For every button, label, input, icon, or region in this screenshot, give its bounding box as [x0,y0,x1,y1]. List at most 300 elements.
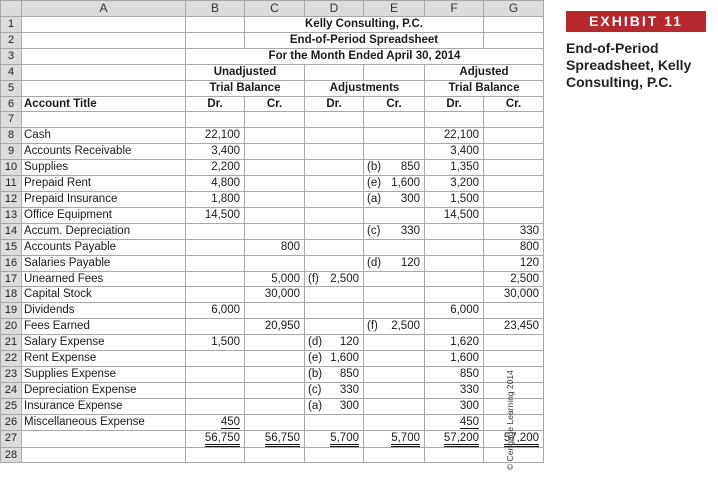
account-title[interactable]: Prepaid Insurance [22,191,186,207]
amount: 1,500 [450,192,479,205]
report-period[interactable]: For the Month Ended April 30, 2014 [186,48,544,64]
table-row [1,382,544,398]
row-number[interactable]: 9 [1,144,22,160]
unadjusted-debit[interactable] [186,191,245,207]
row-number[interactable]: 5 [1,80,22,96]
unadjusted-credit[interactable] [245,191,305,207]
cell[interactable] [22,112,186,128]
adjustment-debit-wrap [307,351,359,366]
cell[interactable] [305,64,364,80]
account-title[interactable]: Capital Stock [22,287,186,303]
amount: 14,500 [204,208,240,221]
adjusted-credit[interactable]: 23,450 [484,319,544,335]
account-title[interactable]: Fees Earned [22,319,186,335]
total-c[interactable] [245,430,305,447]
adjustment-credit[interactable] [364,382,425,398]
adjusted-credit[interactable] [484,160,544,176]
adjusted-credit[interactable] [484,176,544,192]
adjustment-debit[interactable] [305,366,364,382]
adjustment-debit[interactable] [305,303,364,319]
row-number[interactable]: 20 [1,319,22,335]
adjustment-debit[interactable] [305,287,364,303]
unadjusted-credit[interactable] [245,414,305,430]
row-number[interactable]: 22 [1,351,22,367]
column-header-f[interactable]: F [425,1,484,17]
adjustment-ref: (f) [308,272,319,285]
debit-heading[interactable]: Dr. [305,96,364,112]
adjustment-debit[interactable] [305,351,364,367]
unadjusted-credit[interactable] [245,366,305,382]
amount: 850 [459,367,479,380]
adjusted-debit[interactable] [425,335,484,351]
unadjusted-debit[interactable] [186,144,245,160]
adjustment-ref: (d) [367,256,382,269]
credit-heading[interactable]: Cr. [245,96,305,112]
unadjusted-credit[interactable] [245,207,305,223]
adjusted-heading[interactable]: Adjusted [425,64,544,80]
sheet-row [1,32,544,48]
exhibit-badge: EXHIBIT 11 [566,11,706,32]
sheet-row [1,64,544,80]
total-f[interactable] [425,430,484,447]
adjusted-debit[interactable] [425,319,484,335]
adjusted-credit[interactable]: 30,000 [484,287,544,303]
adjustment-debit[interactable] [305,255,364,271]
unadjusted-debit[interactable] [186,255,245,271]
adjusted-credit[interactable]: 330 [484,223,544,239]
unadjusted-credit[interactable]: 30,000 [245,287,305,303]
cell[interactable] [22,447,186,463]
cell[interactable] [364,447,425,463]
table-row [1,351,544,367]
adjustment-amount: 1,600 [391,177,420,190]
cell[interactable] [484,112,544,128]
adjusted-debit[interactable] [425,351,484,367]
table-row [1,176,544,192]
table-row [1,255,544,271]
unadjusted-heading[interactable]: Unadjusted [186,64,305,80]
cell[interactable] [425,447,484,463]
unadjusted-debit[interactable] [186,319,245,335]
table-row [1,414,544,430]
adjusted-debit[interactable] [425,255,484,271]
unadjusted-credit[interactable] [245,144,305,160]
cell[interactable] [364,64,425,80]
unadjusted-debit[interactable] [186,128,245,144]
account-title[interactable]: Cash [22,128,186,144]
adjustment-debit[interactable] [305,271,364,287]
table-row [1,303,544,319]
row-number[interactable]: 4 [1,64,22,80]
adjustment-amount: 2,500 [330,272,359,285]
adjustment-ref: (c) [308,383,322,396]
total-d[interactable] [305,430,364,447]
account-title[interactable]: Salaries Payable [22,255,186,271]
adjusted-credit[interactable] [484,144,544,160]
unadjusted-credit[interactable]: 20,950 [245,319,305,335]
adjustment-debit-wrap [307,272,359,287]
row-number[interactable]: 8 [1,128,22,144]
adjusted-debit[interactable] [425,382,484,398]
adjusted-debit[interactable] [425,303,484,319]
cell[interactable] [22,64,186,80]
sheet-row [1,447,544,463]
account-title[interactable]: Dividends [22,303,186,319]
column-header-row [1,1,544,17]
cell[interactable] [245,112,305,128]
total-amount: 56,750 [205,433,240,447]
total-amount: 5,700 [330,433,359,447]
table-row [1,144,544,160]
unadjusted-credit[interactable] [245,223,305,239]
adjustment-debit[interactable] [305,191,364,207]
unadjusted-debit[interactable] [186,176,245,192]
company-name[interactable]: Kelly Consulting, P.C. [245,17,484,33]
cell[interactable] [425,112,484,128]
account-title[interactable]: Salary Expense [22,335,186,351]
adjusted-credit[interactable]: 800 [484,239,544,255]
table-row [1,335,544,351]
totals-row [1,430,544,447]
account-title[interactable]: Rent Expense [22,351,186,367]
column-header-g[interactable]: G [484,1,544,17]
adjusted-credit[interactable] [484,335,544,351]
account-title[interactable]: Unearned Fees [22,271,186,287]
adjustment-credit-wrap [366,176,420,191]
adjustment-amount: 330 [339,383,359,396]
row-number[interactable]: 28 [1,447,22,463]
unadjusted-credit[interactable] [245,382,305,398]
adjustment-credit[interactable] [364,366,425,382]
adjustment-credit[interactable] [364,398,425,414]
adjustment-credit[interactable] [364,255,425,271]
cell[interactable] [186,32,245,48]
cell[interactable] [22,80,186,96]
adjusted-credit[interactable]: 2,500 [484,271,544,287]
adjusted-credit[interactable] [484,128,544,144]
cell[interactable] [484,17,544,33]
adjusted-credit[interactable] [484,207,544,223]
adjustment-debit[interactable] [305,144,364,160]
row-number[interactable]: 10 [1,160,22,176]
row-number[interactable]: 16 [1,255,22,271]
total-b[interactable] [186,430,245,447]
amount: 1,500 [211,336,240,349]
adjustment-credit[interactable] [364,144,425,160]
row-number[interactable]: 27 [1,430,22,447]
table-row [1,239,544,255]
amount: 3,200 [450,177,479,190]
adjustment-ref: (b) [308,367,323,380]
unadjusted-debit[interactable] [186,414,245,430]
adjustment-debit[interactable] [305,160,364,176]
adjustment-ref: (e) [308,352,323,365]
unadjusted-debit[interactable] [186,398,245,414]
column-header-e[interactable]: E [364,1,425,17]
account-title[interactable]: Supplies Expense [22,366,186,382]
cell[interactable] [305,112,364,128]
amount: 1,800 [211,192,240,205]
adjustment-amount: 1,600 [330,352,359,365]
cell[interactable] [186,447,245,463]
adjustment-credit-wrap [366,160,420,175]
adjusted-debit[interactable] [425,271,484,287]
amount: 1,620 [450,336,479,349]
adjustment-amount: 850 [339,367,359,380]
adjustment-debit[interactable] [305,335,364,351]
column-header-d[interactable]: D [305,1,364,17]
table-row [1,271,544,287]
adjustment-credit[interactable] [364,128,425,144]
unadjusted-debit[interactable] [186,271,245,287]
row-number[interactable]: 7 [1,112,22,128]
amount: 450 [220,415,240,428]
amount: 14,500 [443,208,479,221]
row-number[interactable]: 11 [1,176,22,192]
row-number[interactable]: 2 [1,32,22,48]
adjustment-amount: 300 [400,192,420,205]
row-number[interactable]: 1 [1,17,22,33]
account-title[interactable]: Office Equipment [22,207,186,223]
table-row [1,191,544,207]
unadjusted-trial-balance-heading[interactable]: Trial Balance [186,80,305,96]
adjustment-debit[interactable] [305,398,364,414]
table-row [1,366,544,382]
adjustment-credit[interactable] [364,271,425,287]
row-number[interactable]: 12 [1,191,22,207]
adjustment-credit[interactable] [364,287,425,303]
unadjusted-credit[interactable] [245,176,305,192]
unadjusted-credit[interactable] [245,160,305,176]
total-e[interactable] [364,430,425,447]
total-amount: 57,200 [444,433,479,447]
adjustment-credit[interactable] [364,335,425,351]
adjustment-credit[interactable] [364,191,425,207]
row-number[interactable]: 23 [1,366,22,382]
adjusted-debit[interactable] [425,160,484,176]
amount: 1,350 [450,161,479,174]
total-amount: 56,750 [265,433,300,447]
unadjusted-credit[interactable] [245,351,305,367]
adjustment-ref: (d) [308,336,323,349]
unadjusted-debit[interactable] [186,160,245,176]
adjusted-debit[interactable] [425,287,484,303]
amount: 1,600 [450,352,479,365]
adjustment-ref: (a) [367,192,382,205]
adjustment-credit[interactable] [364,223,425,239]
table-row [1,223,544,239]
adjusted-credit[interactable] [484,303,544,319]
row-number[interactable]: 6 [1,96,22,112]
adjusted-debit[interactable] [425,366,484,382]
unadjusted-credit[interactable]: 5,000 [245,271,305,287]
adjustment-amount: 300 [339,399,359,412]
adjustment-amount: 120 [339,336,359,349]
amount: 2,200 [211,161,240,174]
column-header-c[interactable]: C [245,1,305,17]
adjusted-debit[interactable] [425,191,484,207]
unadjusted-credit[interactable]: 800 [245,239,305,255]
account-title[interactable]: Miscellaneous Expense [22,414,186,430]
table-row [1,160,544,176]
unadjusted-debit[interactable] [186,223,245,239]
adjustment-amount: 2,500 [391,320,420,333]
adjustment-credit[interactable] [364,303,425,319]
adjustment-credit[interactable] [364,351,425,367]
cell[interactable] [22,32,186,48]
cell[interactable] [22,17,186,33]
adjustment-ref: (a) [308,399,323,412]
adjustment-credit-wrap [366,319,420,334]
unadjusted-debit[interactable] [186,382,245,398]
adjustment-credit[interactable] [364,319,425,335]
cell[interactable] [22,48,186,64]
adjustments-heading[interactable]: Adjustments [305,80,425,96]
adjustment-debit[interactable] [305,207,364,223]
adjustment-credit[interactable] [364,239,425,255]
table-row [1,128,544,144]
adjusted-debit[interactable] [425,223,484,239]
adjustment-credit[interactable] [364,176,425,192]
adjustment-debit-wrap [307,399,359,414]
adjustment-credit-wrap [366,224,420,239]
adjustment-ref: (f) [367,320,378,333]
unadjusted-credit[interactable] [245,398,305,414]
sheet-row [1,17,544,33]
adjustment-credit[interactable] [364,160,425,176]
account-title[interactable]: Accounts Receivable [22,144,186,160]
unadjusted-credit[interactable] [245,303,305,319]
amount: 6,000 [211,304,240,317]
exhibit-caption: End-of-Period Spreadsheet, Kelly Consulting, P.C. [566,40,692,90]
unadjusted-debit[interactable] [186,287,245,303]
adjustment-ref: (b) [367,161,382,174]
row-number[interactable]: 24 [1,382,22,398]
row-number[interactable]: 14 [1,223,22,239]
account-title[interactable]: Accounts Payable [22,239,186,255]
row-number[interactable]: 25 [1,398,22,414]
cell[interactable] [22,430,186,447]
adjustment-debit[interactable] [305,239,364,255]
unadjusted-credit[interactable] [245,128,305,144]
credit-heading[interactable]: Cr. [364,96,425,112]
account-title[interactable]: Prepaid Rent [22,176,186,192]
row-number[interactable]: 15 [1,239,22,255]
cell[interactable] [245,447,305,463]
table-row [1,207,544,223]
account-title[interactable]: Accum. Depreciation [22,223,186,239]
amount: 22,100 [443,129,479,142]
adjustment-amount: 330 [400,224,420,237]
account-title[interactable]: Supplies [22,160,186,176]
row-number[interactable]: 21 [1,335,22,351]
total-amount: 57,200 [504,433,539,447]
table-row [1,398,544,414]
adjustment-debit[interactable] [305,223,364,239]
adjustment-debit[interactable] [305,382,364,398]
cell[interactable] [186,112,245,128]
unadjusted-debit[interactable] [186,239,245,255]
unadjusted-debit[interactable] [186,366,245,382]
row-number[interactable]: 17 [1,271,22,287]
adjustment-ref: (c) [367,224,381,237]
unadjusted-debit[interactable] [186,207,245,223]
amount: 450 [459,415,479,428]
amount: 300 [459,399,479,412]
account-title[interactable]: Depreciation Expense [22,382,186,398]
unadjusted-credit[interactable] [245,335,305,351]
adjusted-credit[interactable]: 120 [484,255,544,271]
adjusted-debit[interactable] [425,144,484,160]
debit-heading[interactable]: Dr. [425,96,484,112]
adjusted-debit[interactable] [425,239,484,255]
adjusted-credit[interactable] [484,351,544,367]
adjustment-amount: 120 [400,256,420,269]
adjustment-debit[interactable] [305,176,364,192]
cell[interactable] [364,112,425,128]
adjusted-trial-balance-heading[interactable]: Trial Balance [425,80,544,96]
amount: 22,100 [204,129,240,142]
account-title-heading[interactable]: Account Title [22,96,186,112]
unadjusted-debit[interactable] [186,335,245,351]
adjusted-debit[interactable] [425,398,484,414]
amount: 330 [459,383,479,396]
total-amount: 5,700 [391,433,420,447]
adjustment-ref: (e) [367,177,382,190]
account-title[interactable]: Insurance Expense [22,398,186,414]
unadjusted-debit[interactable] [186,351,245,367]
adjusted-debit[interactable] [425,207,484,223]
cell[interactable] [186,17,245,33]
credit-heading[interactable]: Cr. [484,96,544,112]
amount: 3,400 [211,145,240,158]
adjusted-debit[interactable] [425,128,484,144]
debit-heading[interactable]: Dr. [186,96,245,112]
adjustment-credit-wrap [366,256,420,271]
select-all-corner[interactable] [1,1,22,17]
sheet-row [1,112,544,128]
adjusted-debit[interactable] [425,176,484,192]
cell[interactable] [305,447,364,463]
adjustment-credit[interactable] [364,207,425,223]
row-number[interactable]: 3 [1,48,22,64]
column-header-a[interactable]: A [22,1,186,17]
adjustment-debit-wrap [307,367,359,382]
row-number[interactable]: 18 [1,287,22,303]
adjustment-debit[interactable] [305,128,364,144]
table-row [1,319,544,335]
adjustment-amount: 850 [400,161,420,174]
adjustment-credit[interactable] [364,414,425,430]
row-number[interactable]: 13 [1,207,22,223]
report-title[interactable]: End-of-Period Spreadsheet [245,32,484,48]
unadjusted-credit[interactable] [245,255,305,271]
row-number[interactable]: 26 [1,414,22,430]
unadjusted-debit[interactable] [186,303,245,319]
adjusted-credit[interactable] [484,191,544,207]
adjustment-debit-wrap [307,383,359,398]
adjustment-debit[interactable] [305,414,364,430]
adjustment-debit[interactable] [305,319,364,335]
adjusted-debit[interactable] [425,414,484,430]
row-number[interactable]: 19 [1,303,22,319]
amount: 6,000 [450,304,479,317]
sheet-row [1,80,544,96]
amount: 3,400 [450,145,479,158]
adjustment-credit-wrap [366,192,420,207]
column-header-b[interactable]: B [186,1,245,17]
cell[interactable] [484,32,544,48]
